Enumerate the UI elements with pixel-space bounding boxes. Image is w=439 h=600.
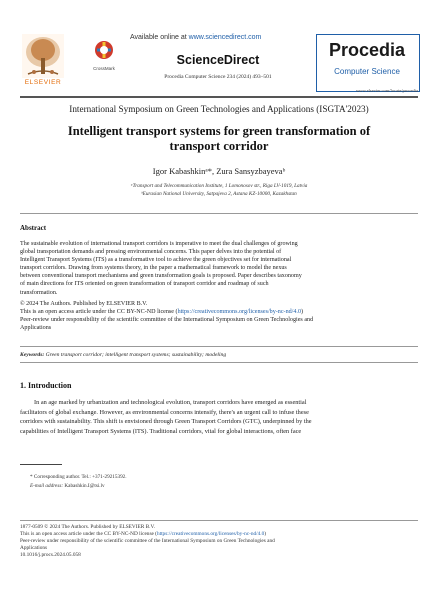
procedia-title: Procedia: [328, 40, 406, 60]
introduction-body: [20, 398, 418, 436]
email-label: E-mail address:: [30, 483, 65, 489]
abstract-line: between conventional transport mechanisms and green transformation goals is proposed. Paper describes taxonomy: [20, 273, 302, 280]
keywords-label: Keywords:: [20, 352, 46, 358]
abstract-copyright: [20, 300, 418, 332]
license-url-link[interactable]: https://creativecommons.org/licenses/by-nc-nd/4.0: [177, 309, 301, 316]
abstract-line: global transportation demands and pressing environmental concerns. This paper delves into the potential of: [20, 249, 282, 256]
bottom-peer-line-2: Applications: [20, 545, 48, 551]
sciencedirect-url-link[interactable]: www.sciencedirect.com: [188, 34, 262, 41]
license-prefix: This is an open access article under the CC BY-NC-ND license (: [20, 309, 178, 316]
header-divider: [20, 96, 418, 98]
procedia-subtitle: Computer Science: [334, 67, 400, 76]
abstract-line: The sustainable evolution of international transport corridors is imperative to meet the dual challenges of growing: [20, 241, 298, 247]
abstract-line: transport corridors. Drawing from systems theory, in the paper a mathematical framework to model the nexus: [20, 265, 287, 272]
symposium-name: International Symposium on Green Technologies and Applications (ISGTA'2023): [69, 104, 369, 114]
abstract-top-divider: [20, 213, 418, 214]
issn-line: 1877-0509 © 2024 The Authors. Published by ELSEVIER B.V.: [20, 524, 155, 530]
license-line: [20, 308, 418, 316]
bottom-divider: [20, 520, 418, 521]
abstract-line: of main directions for ITS oriented on green transformation of transport corridor and roadmap of such: [20, 281, 269, 288]
affiliation-a: ᵃTransport and Telecommunication Institute, 1 Lomonosov str., Riga LV-1019, Latvia: [130, 183, 308, 189]
email-line: [30, 483, 105, 489]
doi[interactable]: 10.1016/j.procs.2024.05.058: [20, 552, 81, 558]
bottom-license-suffix: ): [264, 531, 267, 537]
abstract-line: transformation.: [20, 289, 58, 296]
paper-title-line-2: transport corridor: [169, 139, 269, 153]
email-address[interactable]: Kabashkin.I@tsi.lv: [64, 483, 105, 489]
license-suffix: ): [301, 309, 304, 316]
peer-review-line-2: Applications: [20, 325, 52, 332]
elsevier-wordmark: ELSEVIER: [24, 79, 62, 86]
keywords-list: Green transport corridor; intelligent transport systems; sustainability; modeling: [45, 352, 227, 358]
footnote-rule: [20, 464, 62, 465]
journal-website-link[interactable]: www.elsevier.com/locate/procedia: [356, 88, 418, 93]
intro-line: capabilities of Intelligent Transport Systems (ITS). Traditional corridors, vital for global interactions, often face: [20, 427, 302, 435]
keywords-divider: [20, 346, 418, 347]
bottom-license-line: [20, 531, 418, 538]
author-list: Igor Kabashkinᵃ*, Zura Sansyzbayevaᵇ: [152, 166, 286, 176]
keywords: [20, 352, 418, 358]
publication-info: [20, 524, 418, 559]
elsevier-tree-logo: [22, 34, 64, 78]
journal-citation: Procedia Computer Science 234 (2024) 493–501: [164, 74, 272, 80]
intro-line: In an age marked by urbanization and technological evolution, transport corridors have emerged as essential: [34, 399, 307, 406]
paper-title: [30, 124, 408, 154]
peer-review-line-1: Peer-review under responsibility of the scientific committee of the International Symposium on Green Technologies and: [20, 317, 314, 324]
bottom-license-url-link[interactable]: https://creativecommons.org/licenses/by-nc-nd/4.0: [156, 531, 265, 537]
available-online-prefix: Available online at: [130, 34, 189, 41]
intro-line: corridors with sustainability. This shift is envisioned through Green Transport Corridors (GTC), underpinned by the: [20, 418, 312, 425]
sciencedirect-wordmark: ScienceDirect: [176, 53, 260, 67]
paper-title-line-1: Intelligent transport systems for green transformation of: [67, 124, 371, 138]
crossmark-label: CrossMark: [93, 66, 115, 71]
copyright-line: © 2024 The Authors. Published by ELSEVIER B.V.: [20, 301, 148, 307]
introduction-heading: 1. Introduction: [20, 381, 72, 390]
affiliation-b: ᵇEurasian National University, Satpajeva 2, Astana KZ-10000, Kazakhstan: [141, 191, 297, 197]
bottom-license-prefix: This is an open access article under the CC BY-NC-ND license (: [20, 531, 157, 537]
corresponding-author: * Corresponding author. Tel.: +371-29215392.: [30, 474, 127, 480]
crossmark-icon[interactable]: [94, 40, 114, 66]
abstract-body: [20, 240, 418, 297]
available-online: [130, 34, 261, 41]
abstract-line: Intelligent Transport Systems (ITS) as a transformative tool to achieve the green objectives set for international: [20, 257, 292, 264]
bottom-peer-line-1: Peer-review under responsibility of the scientific committee of the International Symposium on Green Technologies and: [20, 538, 275, 544]
abstract-heading: Abstract: [20, 224, 47, 232]
keywords-bottom-divider: [20, 362, 418, 363]
intro-line: facilitators of global exchange. However, as environmental concerns intensify, there's an urgent call to infuse these: [20, 408, 309, 416]
